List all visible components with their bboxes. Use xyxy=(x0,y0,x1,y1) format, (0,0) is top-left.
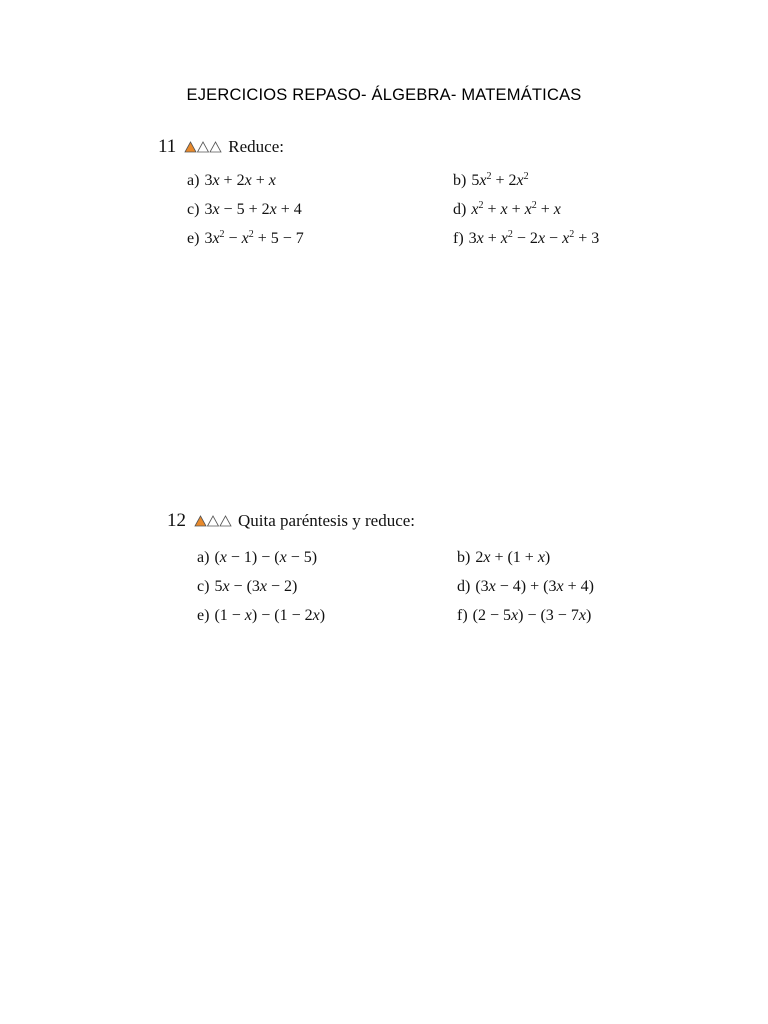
item-expression: $x^2 + x + x^2 + x$ xyxy=(471,200,561,218)
exercise-instruction: Quita paréntesis y reduce: xyxy=(238,511,416,530)
item-expression: (2 − 5x) − (3 − 7x) xyxy=(472,607,592,624)
exercise-item xyxy=(187,172,276,190)
item-label: a) xyxy=(187,172,200,189)
item-label: e) xyxy=(187,230,200,247)
item-label: a) xyxy=(197,549,210,566)
item-label: e) xyxy=(197,607,210,624)
item-expression: 3x − 5 + 2x + 4 xyxy=(204,201,302,218)
difficulty-empty-triangle-icon xyxy=(210,142,221,152)
exercise-header xyxy=(158,136,284,158)
page-title: EJERCICIOS REPASO- ÁLGEBRA- MATEMÁTICAS xyxy=(186,86,582,104)
difficulty-rating xyxy=(184,141,222,153)
item-expression: 2x + (1 + x) xyxy=(475,549,551,566)
item-label: d) xyxy=(453,201,467,218)
difficulty-empty-triangle-icon xyxy=(198,142,209,152)
difficulty-filled-triangle-icon xyxy=(185,142,196,152)
item-label: c) xyxy=(187,201,200,218)
exercise-instruction: Reduce: xyxy=(228,137,284,156)
difficulty-empty-triangle-icon xyxy=(208,516,219,526)
exercise-item xyxy=(187,230,304,248)
exercise-header xyxy=(167,510,415,532)
exercise-item xyxy=(197,578,297,596)
exercise-number: 12 xyxy=(167,510,186,531)
item-label: f) xyxy=(457,607,468,624)
exercise-item xyxy=(457,578,594,596)
item-label: b) xyxy=(453,172,467,189)
item-expression: (1 − x) − (1 − 2x) xyxy=(214,607,326,624)
item-expression: $3x + x^2 - 2x - x^2 + 3$ xyxy=(468,229,600,247)
item-expression: $3x^2 - x^2 + 5 - 7$ xyxy=(204,229,304,247)
item-label: f) xyxy=(453,230,464,247)
item-expression: 3x + 2x + x xyxy=(204,172,276,189)
exercise-number: 11 xyxy=(158,136,177,157)
exercise-item xyxy=(187,201,302,219)
exercise-item xyxy=(457,607,591,625)
item-label: d) xyxy=(457,578,471,595)
exercise-item xyxy=(197,549,317,567)
item-expression: (3x − 4) + (3x + 4) xyxy=(475,578,594,595)
item-label: b) xyxy=(457,549,471,566)
difficulty-empty-triangle-icon xyxy=(220,516,231,526)
difficulty-filled-triangle-icon xyxy=(195,516,206,526)
exercise-item xyxy=(453,230,599,248)
item-expression: $5x^2 + 2x^2$ xyxy=(471,171,529,189)
item-expression: 5x − (3x − 2) xyxy=(214,578,298,595)
item-label: c) xyxy=(197,578,210,595)
exercise-item xyxy=(197,607,325,625)
item-expression: (x − 1) − (x − 5) xyxy=(214,549,318,566)
exercise-item xyxy=(453,172,529,190)
difficulty-rating xyxy=(194,515,232,527)
exercise-item xyxy=(453,201,561,219)
exercise-item xyxy=(457,549,550,567)
